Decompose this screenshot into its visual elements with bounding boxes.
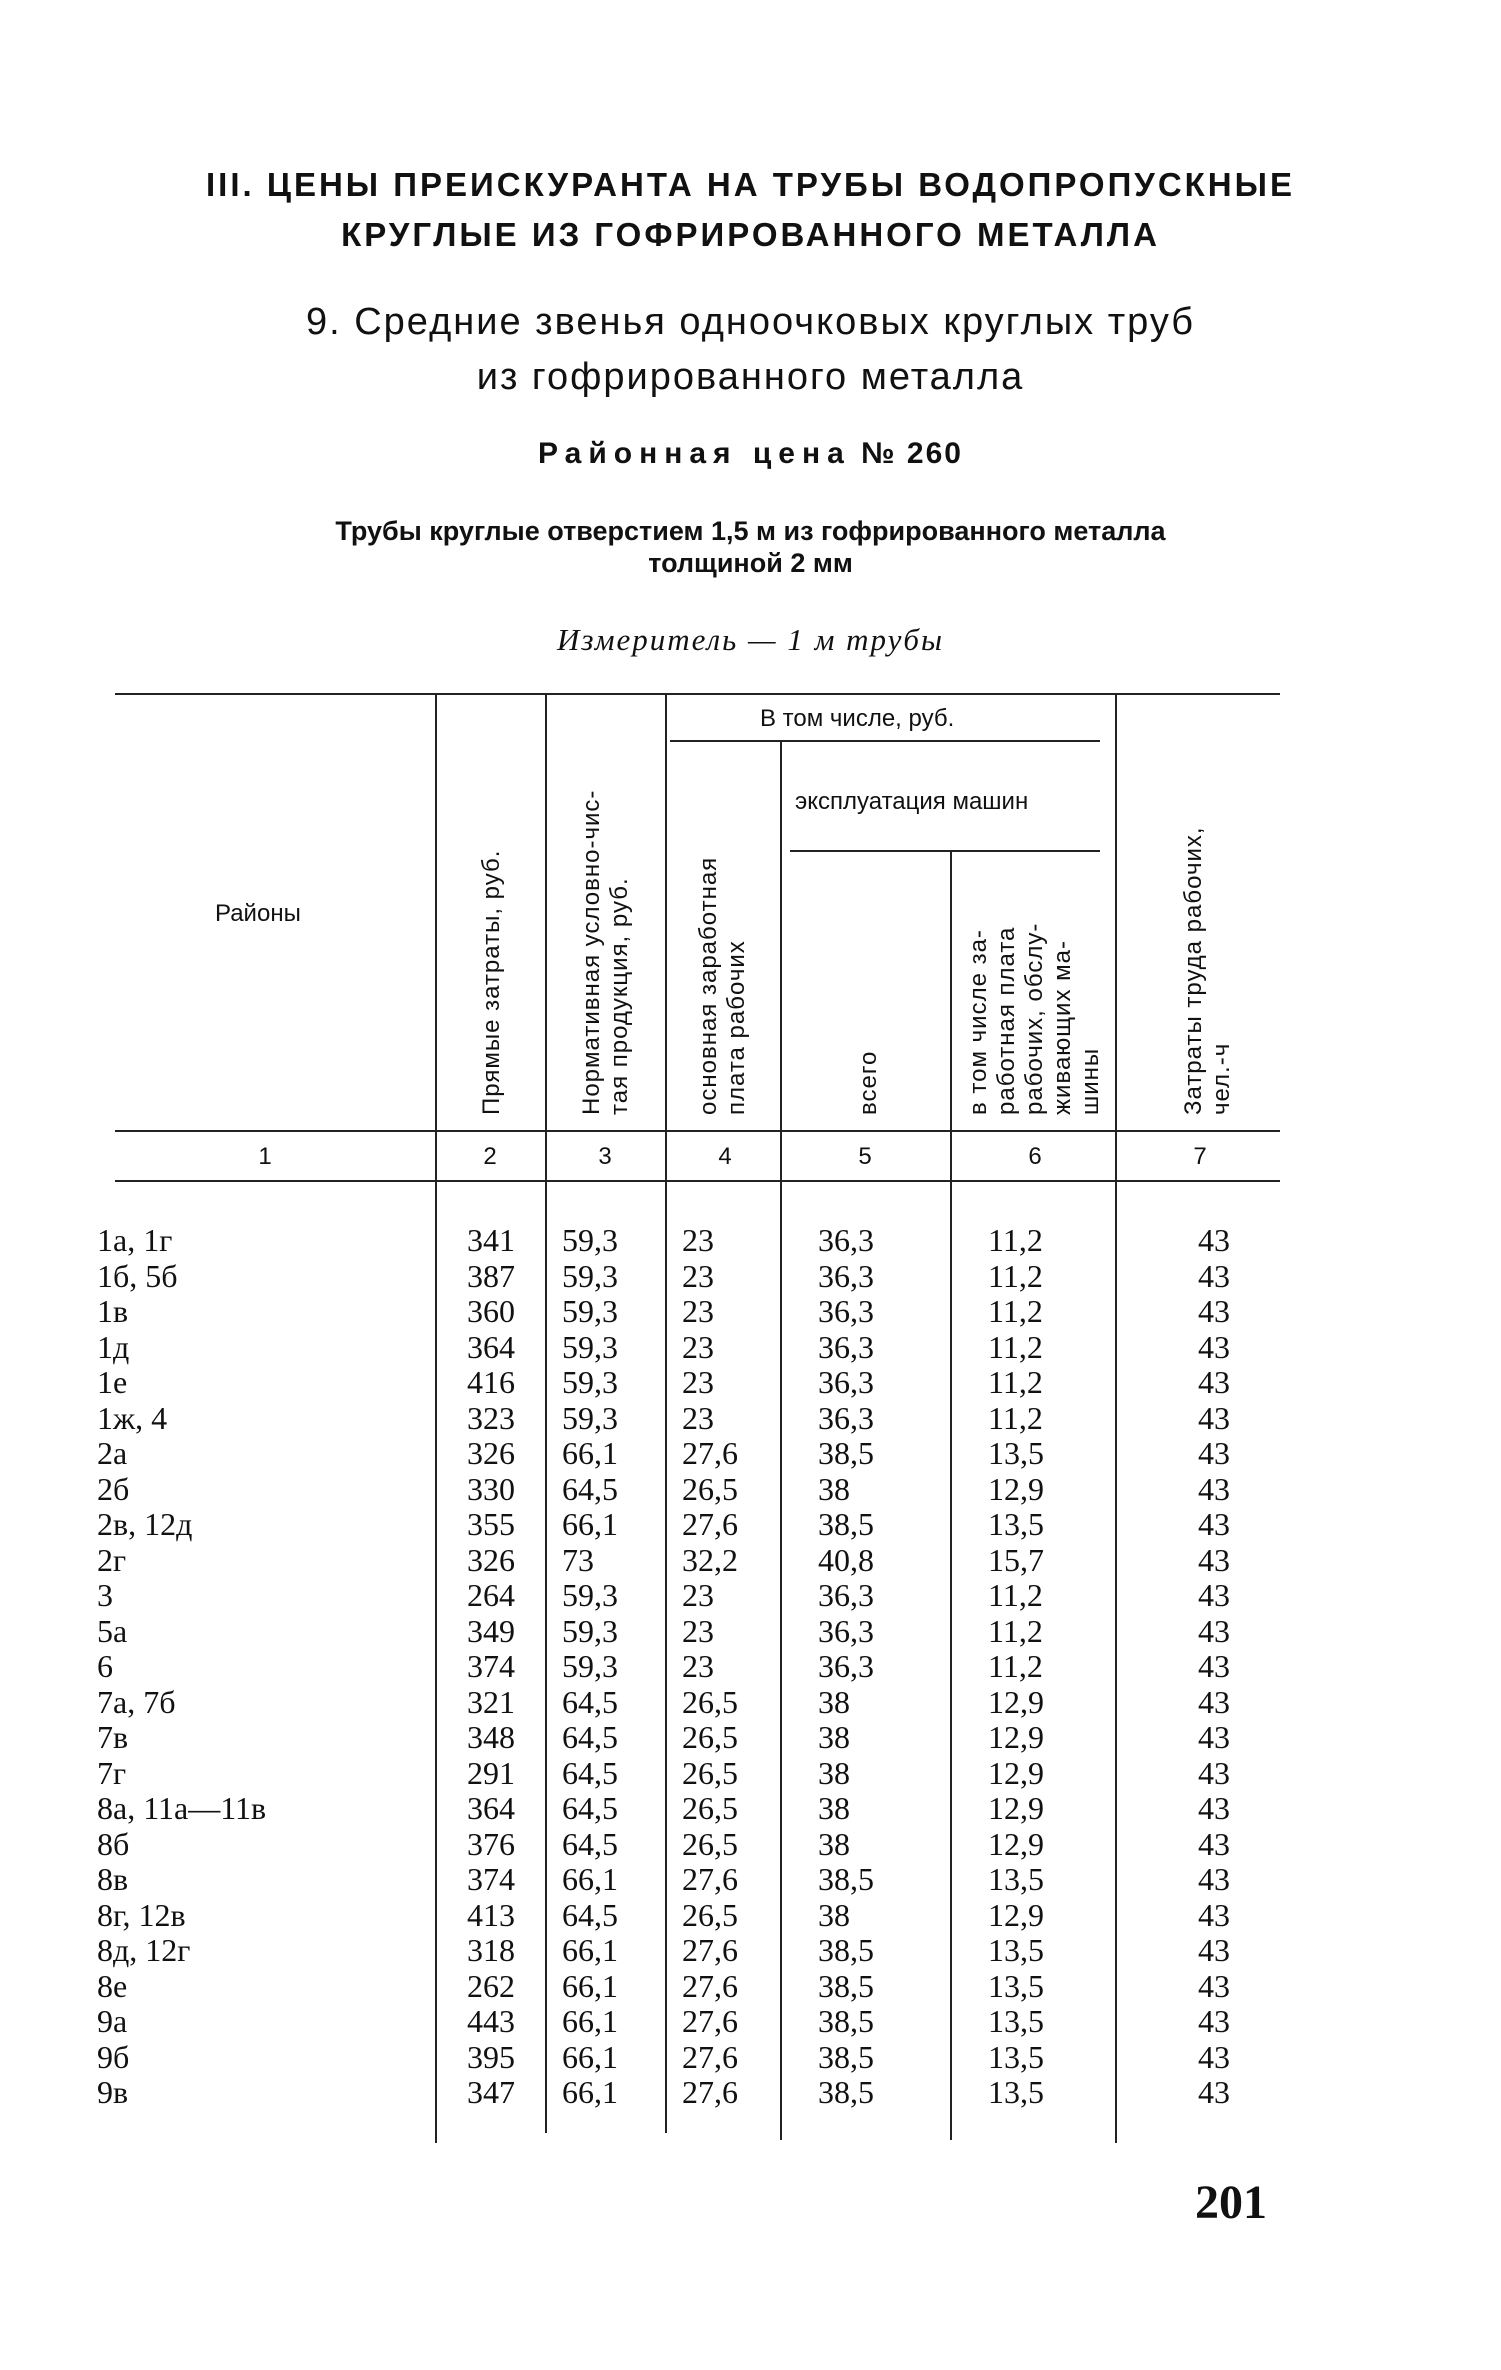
regional-price-number: № 260	[861, 437, 963, 470]
machine-total-cell: 38,5	[818, 1861, 874, 1897]
normative-cell: 64,5	[562, 1825, 618, 1862]
direct-cost-cell: 341	[467, 1222, 515, 1258]
direct-cost-cell: 262	[467, 1967, 515, 2004]
table-row	[0, 1577, 1501, 1613]
direct-cost-cell: 264	[467, 1577, 515, 1613]
operator-wage-cell: 11,2	[988, 1257, 1043, 1294]
region-cell: 7г	[97, 1754, 127, 1791]
region-cell: 8е	[97, 1967, 128, 2004]
region-cell: 8а, 11а—11в	[97, 1790, 267, 1826]
table-row	[0, 1897, 1501, 1933]
machine-total-cell: 38,5	[818, 1932, 874, 1968]
header-op-wage: в том числе за- работная плата рабочих, обслу- живающих ма- шины	[965, 922, 1104, 1115]
direct-cost-cell: 364	[467, 1328, 515, 1365]
direct-cost-cell: 355	[467, 1506, 515, 1542]
region-cell: 7а, 7б	[97, 1683, 176, 1720]
labor-cell: 43	[1198, 2038, 1230, 2075]
operator-wage-cell: 13,5	[988, 2038, 1044, 2075]
region-cell: 2г	[97, 1541, 127, 1578]
labor-cell: 43	[1198, 1470, 1230, 1507]
region-cell: 1д	[97, 1328, 130, 1365]
machine-total-cell: 36,3	[818, 1293, 874, 1329]
base-wage-cell: 26,5	[682, 1470, 738, 1507]
header-machine-operation: эксплуатация машин	[795, 788, 1029, 815]
direct-cost-cell: 326	[467, 1541, 515, 1578]
column-number-rule	[115, 1180, 1280, 1182]
operator-wage-cell: 13,5	[988, 1435, 1044, 1471]
table-row	[0, 1932, 1501, 1968]
direct-cost-cell: 443	[467, 2003, 515, 2039]
labor-cell: 43	[1198, 1364, 1230, 1400]
including-rule	[670, 740, 1100, 742]
normative-cell: 73	[562, 1541, 594, 1578]
measure-unit: Измеритель — 1 м трубы	[557, 622, 944, 657]
labor-cell: 43	[1198, 1683, 1230, 1720]
region-cell: 5а	[97, 1612, 128, 1649]
operator-wage-cell: 13,5	[988, 2003, 1044, 2039]
operator-wage-cell: 13,5	[988, 2074, 1044, 2110]
labor-cell: 43	[1198, 1861, 1230, 1897]
base-wage-cell: 23	[682, 1222, 714, 1258]
labor-cell: 43	[1198, 1612, 1230, 1649]
section-title-line: КРУГЛЫЕ ИЗ ГОФРИРОВАННОГО МЕТАЛЛА	[341, 216, 1160, 253]
base-wage-cell: 27,6	[682, 1506, 738, 1542]
direct-cost-cell: 323	[467, 1399, 515, 1436]
column-number: 3	[598, 1143, 612, 1170]
operator-wage-cell: 11,2	[988, 1612, 1043, 1649]
base-wage-cell: 27,6	[682, 2074, 738, 2110]
regional-price-label: Районная цена	[538, 437, 851, 470]
base-wage-cell: 23	[682, 1328, 714, 1365]
machine-total-cell: 38	[818, 1825, 850, 1862]
header-regions: Районы	[215, 900, 301, 927]
table-row	[0, 1613, 1501, 1649]
direct-cost-cell: 349	[467, 1612, 515, 1649]
operator-wage-cell: 12,9	[988, 1790, 1044, 1826]
operator-wage-cell: 12,9	[988, 1683, 1044, 1720]
subtitle-line: толщиной 2 мм	[648, 548, 853, 578]
region-cell: 9а	[97, 2003, 128, 2039]
normative-cell: 59,3	[562, 1577, 618, 1613]
machine-total-cell: 38	[818, 1683, 850, 1720]
region-cell: 1а, 1г	[97, 1222, 173, 1258]
labor-cell: 43	[1198, 1648, 1230, 1684]
machine-total-cell: 36,3	[818, 1577, 874, 1613]
table-row	[0, 1506, 1501, 1542]
normative-cell: 64,5	[562, 1719, 618, 1755]
table-row	[0, 1400, 1501, 1436]
base-wage-cell: 32,2	[682, 1541, 738, 1578]
direct-cost-cell: 348	[467, 1719, 515, 1755]
table-top-rule	[115, 693, 1280, 695]
machine-total-cell: 38,5	[818, 2038, 874, 2075]
operator-wage-cell: 11,2	[988, 1648, 1043, 1684]
labor-cell: 43	[1198, 1896, 1230, 1933]
header-labor: Затраты труда рабочих, чел.-ч	[1180, 826, 1235, 1115]
operator-wage-cell: 12,9	[988, 1896, 1044, 1933]
machine-total-cell: 38	[818, 1470, 850, 1507]
normative-cell: 64,5	[562, 1896, 618, 1933]
header-normative: Нормативная условно-чис- тая продукция, руб.	[578, 789, 633, 1115]
machine-total-cell: 38,5	[818, 2074, 874, 2110]
direct-cost-cell: 387	[467, 1257, 515, 1294]
base-wage-cell: 23	[682, 1648, 714, 1684]
normative-cell: 59,3	[562, 1293, 618, 1329]
direct-cost-cell: 330	[467, 1470, 515, 1507]
direct-cost-cell: 413	[467, 1896, 515, 1933]
table-row	[0, 1684, 1501, 1720]
direct-cost-cell: 364	[467, 1790, 515, 1826]
section-title	[0, 160, 1501, 260]
region-cell: 8в	[97, 1861, 129, 1897]
direct-cost-cell: 318	[467, 1932, 515, 1968]
column-number: 1	[258, 1143, 272, 1170]
normative-cell: 66,1	[562, 1435, 618, 1471]
machine-total-cell: 38,5	[818, 1435, 874, 1471]
region-cell: 9б	[97, 2038, 130, 2075]
region-cell: 2в, 12д	[97, 1506, 193, 1542]
machine-total-cell: 38,5	[818, 1506, 874, 1542]
machine-total-cell: 36,3	[818, 1222, 874, 1258]
machine-total-cell: 36,3	[818, 1648, 874, 1684]
table-row	[0, 1435, 1501, 1471]
normative-cell: 66,1	[562, 2074, 618, 2110]
table-row	[0, 1790, 1501, 1826]
operator-wage-cell: 12,9	[988, 1825, 1044, 1862]
machine-total-cell: 36,3	[818, 1364, 874, 1400]
region-cell: 6	[97, 1648, 113, 1684]
machine-total-cell: 38	[818, 1754, 850, 1791]
table-row	[0, 1755, 1501, 1791]
region-cell: 1в	[97, 1293, 129, 1329]
normative-cell: 66,1	[562, 1932, 618, 1968]
table-row	[0, 2003, 1501, 2039]
region-cell: 8б	[97, 1825, 130, 1862]
machine-total-cell: 38	[818, 1719, 850, 1755]
table-row	[0, 1719, 1501, 1755]
base-wage-cell: 27,6	[682, 1861, 738, 1897]
labor-cell: 43	[1198, 1293, 1230, 1329]
machine-total-cell: 36,3	[818, 1399, 874, 1436]
region-cell: 2а	[97, 1435, 128, 1471]
normative-cell: 64,5	[562, 1790, 618, 1826]
operator-wage-cell: 12,9	[988, 1754, 1044, 1791]
labor-cell: 43	[1198, 1967, 1230, 2004]
table-row	[0, 1968, 1501, 2004]
regional-price	[0, 437, 1501, 471]
region-cell: 7в	[97, 1719, 129, 1755]
direct-cost-cell: 374	[467, 1648, 515, 1684]
base-wage-cell: 27,6	[682, 2038, 738, 2075]
labor-cell: 43	[1198, 1719, 1230, 1755]
operator-wage-cell: 13,5	[988, 1932, 1044, 1968]
table-row	[0, 2039, 1501, 2075]
subtitle-line: Трубы круглые отверстием 1,5 м из гофрированного металла	[335, 516, 1166, 546]
direct-cost-cell: 326	[467, 1435, 515, 1471]
base-wage-cell: 27,6	[682, 1967, 738, 2004]
labor-cell: 43	[1198, 1328, 1230, 1365]
machine-total-cell: 38	[818, 1790, 850, 1826]
base-wage-cell: 26,5	[682, 1754, 738, 1791]
header-total: всего	[855, 1050, 882, 1115]
normative-cell: 59,3	[562, 1612, 618, 1649]
direct-cost-cell: 360	[467, 1293, 515, 1329]
normative-cell: 66,1	[562, 1861, 618, 1897]
table-row	[0, 1329, 1501, 1365]
direct-cost-cell: 374	[467, 1861, 515, 1897]
normative-cell: 59,3	[562, 1257, 618, 1294]
machine-total-cell: 36,3	[818, 1328, 874, 1365]
region-cell: 8г, 12в	[97, 1896, 186, 1933]
direct-cost-cell: 376	[467, 1825, 515, 1862]
base-wage-cell: 23	[682, 1364, 714, 1400]
labor-cell: 43	[1198, 1790, 1230, 1826]
table-row	[0, 1648, 1501, 1684]
operator-wage-cell: 11,2	[988, 1328, 1043, 1365]
base-wage-cell: 23	[682, 1293, 714, 1329]
operator-wage-cell: 11,2	[988, 1364, 1043, 1400]
operator-wage-cell: 13,5	[988, 1506, 1044, 1542]
normative-cell: 59,3	[562, 1222, 618, 1258]
direct-cost-cell: 321	[467, 1683, 515, 1720]
base-wage-cell: 26,5	[682, 1719, 738, 1755]
machine-total-cell: 36,3	[818, 1612, 874, 1649]
table-row	[0, 1861, 1501, 1897]
normative-cell: 64,5	[562, 1683, 618, 1720]
base-wage-cell: 23	[682, 1577, 714, 1613]
labor-cell: 43	[1198, 1754, 1230, 1791]
base-wage-cell: 27,6	[682, 1435, 738, 1471]
labor-cell: 43	[1198, 2003, 1230, 2039]
operator-wage-cell: 11,2	[988, 1577, 1043, 1613]
direct-cost-cell: 395	[467, 2038, 515, 2075]
machine-total-cell: 38,5	[818, 1967, 874, 2004]
labor-cell: 43	[1198, 1541, 1230, 1578]
header-bottom-rule	[115, 1130, 1280, 1132]
base-wage-cell: 26,5	[682, 1790, 738, 1826]
normative-cell: 59,3	[562, 1648, 618, 1684]
operator-wage-cell: 15,7	[988, 1541, 1044, 1578]
base-wage-cell: 26,5	[682, 1896, 738, 1933]
base-wage-cell: 23	[682, 1399, 714, 1436]
region-cell: 8д, 12г	[97, 1932, 191, 1968]
normative-cell: 66,1	[562, 2038, 618, 2075]
table-row	[0, 1293, 1501, 1329]
table-subtitle	[0, 515, 1501, 579]
labor-cell: 43	[1198, 1825, 1230, 1862]
labor-cell: 43	[1198, 1257, 1230, 1294]
labor-cell: 43	[1198, 1435, 1230, 1471]
normative-cell: 66,1	[562, 2003, 618, 2039]
column-number: 6	[1028, 1143, 1042, 1170]
page-number: 201	[1195, 2176, 1267, 2229]
labor-cell: 43	[1198, 2074, 1230, 2110]
base-wage-cell: 23	[682, 1612, 714, 1649]
operator-wage-cell: 11,2	[988, 1222, 1043, 1258]
normative-cell: 59,3	[562, 1364, 618, 1400]
region-cell: 1б, 5б	[97, 1257, 178, 1294]
operator-wage-cell: 13,5	[988, 1967, 1044, 2004]
header-including: В том числе, руб.	[760, 705, 955, 732]
table-title	[0, 295, 1501, 405]
base-wage-cell: 26,5	[682, 1683, 738, 1720]
region-cell: 3	[97, 1577, 113, 1613]
normative-cell: 64,5	[562, 1470, 618, 1507]
column-number: 2	[483, 1143, 497, 1170]
normative-cell: 66,1	[562, 1967, 618, 2004]
operator-wage-cell: 13,5	[988, 1861, 1044, 1897]
table-row	[0, 1542, 1501, 1578]
operator-wage-cell: 11,2	[988, 1399, 1043, 1436]
table-title-line: из гофрированного металла	[476, 356, 1025, 398]
header-base-wage: основная заработная плата рабочих	[695, 856, 750, 1115]
base-wage-cell: 23	[682, 1257, 714, 1294]
normative-cell: 59,3	[562, 1399, 618, 1436]
labor-cell: 43	[1198, 1932, 1230, 1968]
machine-total-cell: 36,3	[818, 1257, 874, 1294]
normative-cell: 66,1	[562, 1506, 618, 1542]
operator-wage-cell: 11,2	[988, 1293, 1043, 1329]
machine-total-cell: 38	[818, 1896, 850, 1933]
section-title-line: III. ЦЕНЫ ПРЕИСКУРАНТА НА ТРУБЫ ВОДОПРОПУСКНЫЕ	[206, 166, 1295, 203]
region-cell: 2б	[97, 1470, 130, 1507]
region-cell: 1е	[97, 1364, 128, 1400]
direct-cost-cell: 291	[467, 1754, 515, 1791]
direct-cost-cell: 347	[467, 2074, 515, 2110]
direct-cost-cell: 416	[467, 1364, 515, 1400]
machine-total-cell: 40,8	[818, 1541, 874, 1578]
table-row	[0, 1258, 1501, 1294]
machine-rule	[790, 850, 1100, 852]
table-row	[0, 1222, 1501, 1258]
operator-wage-cell: 12,9	[988, 1470, 1044, 1507]
normative-cell: 59,3	[562, 1328, 618, 1365]
machine-total-cell: 38,5	[818, 2003, 874, 2039]
table-row	[0, 2074, 1501, 2110]
table-title-line: 9. Средние звенья одноочковых круглых труб	[305, 301, 1196, 343]
table-row	[0, 1826, 1501, 1862]
column-number: 7	[1193, 1143, 1207, 1170]
header-direct-costs: Прямые затраты, руб.	[478, 849, 505, 1115]
normative-cell: 64,5	[562, 1754, 618, 1791]
table-row	[0, 1364, 1501, 1400]
region-cell: 1ж, 4	[97, 1399, 168, 1436]
base-wage-cell: 26,5	[682, 1825, 738, 1862]
labor-cell: 43	[1198, 1222, 1230, 1258]
table-row	[0, 1471, 1501, 1507]
region-cell: 9в	[97, 2074, 129, 2110]
operator-wage-cell: 12,9	[988, 1719, 1044, 1755]
column-number: 5	[858, 1143, 872, 1170]
base-wage-cell: 27,6	[682, 2003, 738, 2039]
labor-cell: 43	[1198, 1506, 1230, 1542]
column-number: 4	[718, 1143, 732, 1170]
labor-cell: 43	[1198, 1399, 1230, 1436]
base-wage-cell: 27,6	[682, 1932, 738, 1968]
labor-cell: 43	[1198, 1577, 1230, 1613]
